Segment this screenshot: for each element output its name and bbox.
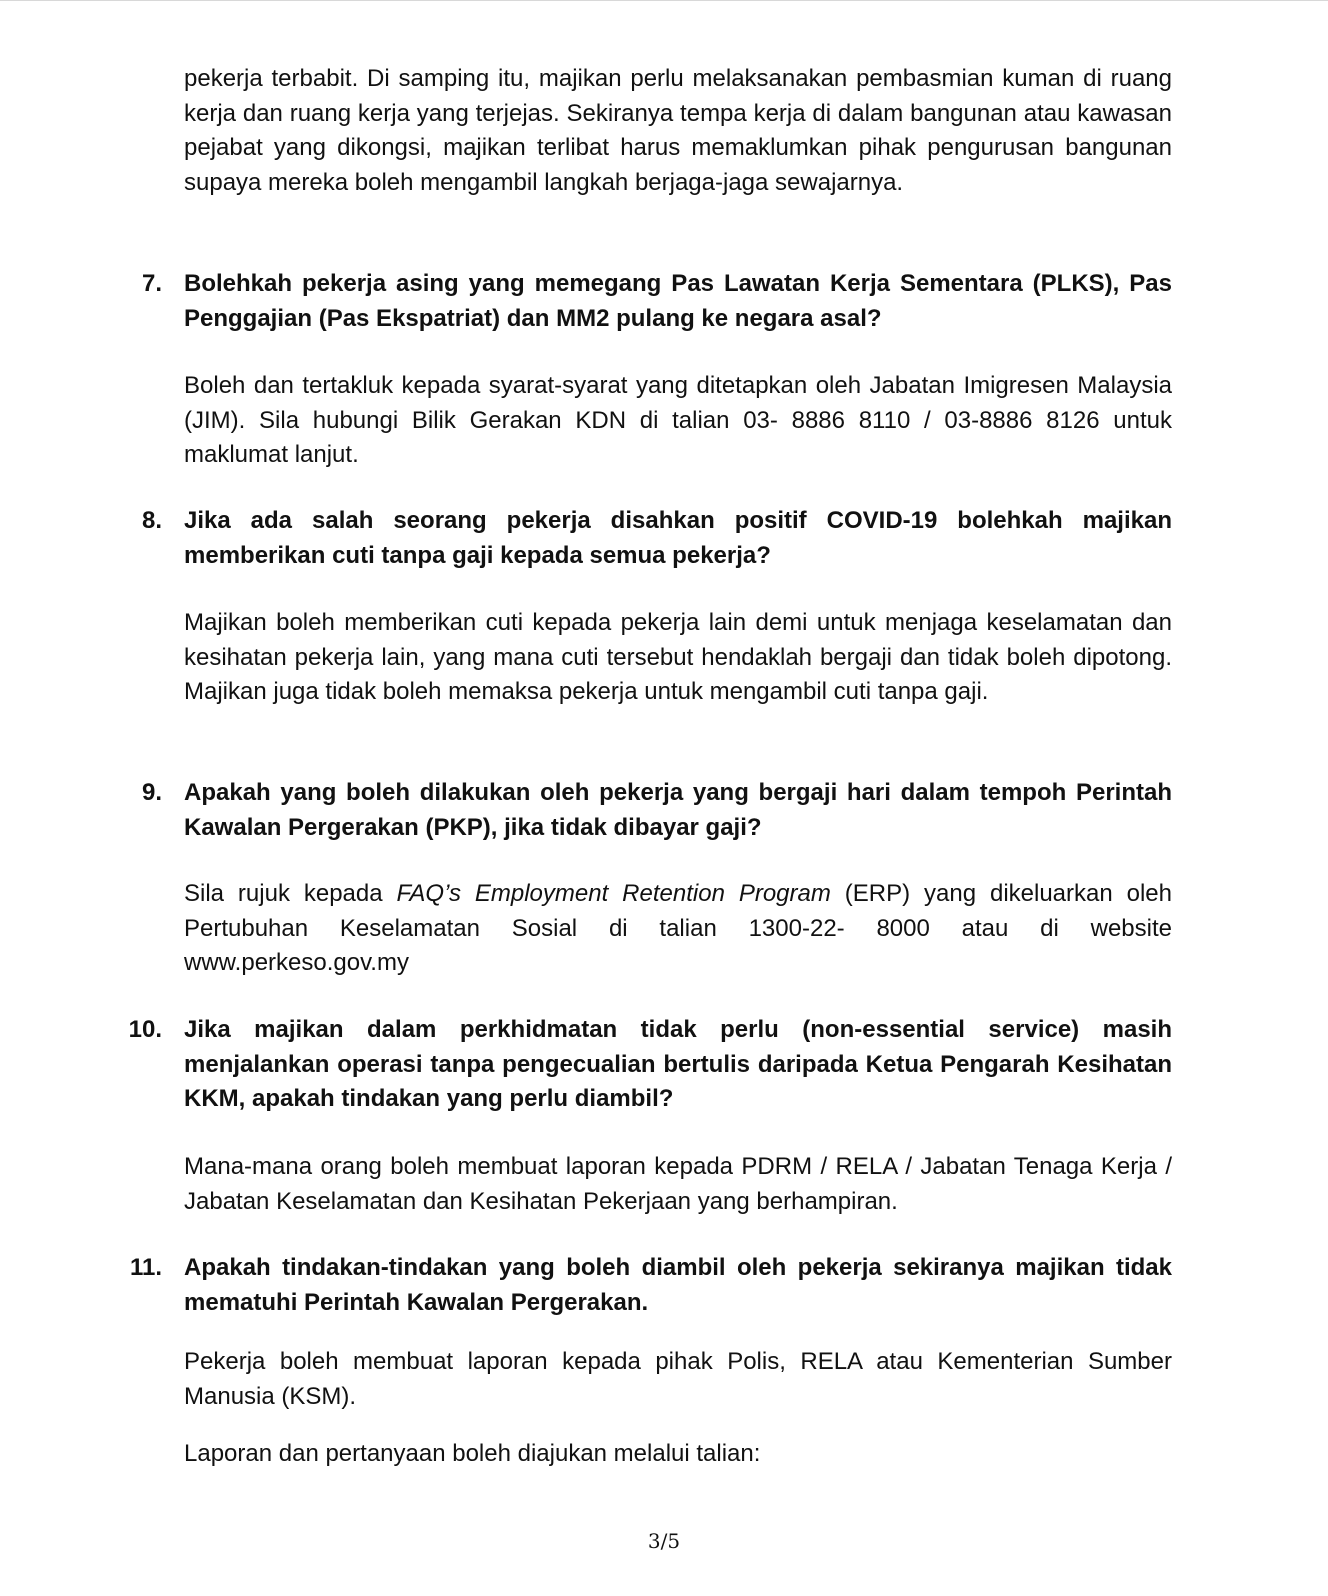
answer-8-text: Majikan boleh memberikan cuti kepada pekerja lain demi untuk menjaga keselamatan dan kesihatan pekerja lain, yang mana cuti tersebut hendaklah bergaji dan tidak boleh dipotong. Majikan juga tidak boleh memaksa pekerja untuk mengambil cuti tanpa gaji. — [184, 609, 1172, 705]
question-7-number: 7. — [141, 270, 162, 297]
question-8-text: Jika ada salah seorang pekerja disahkan positif COVID-19 bolehkah majikan memberikan cuti tanpa gaji kepada semua pekerja? — [184, 507, 1172, 569]
answer-11-hotline-intro: Laporan dan pertanyaan boleh diajukan melalui talian: — [184, 1440, 761, 1467]
question-8-number: 8. — [141, 507, 162, 534]
answer-11-text: Pekerja boleh membuat laporan kepada pihak Polis, RELA atau Kementerian Sumber Manusia (KSM). — [184, 1348, 1172, 1410]
answer-9-program-name: FAQ’s Employment Retention Program — [396, 880, 831, 907]
question-7-text: Bolehkah pekerja asing yang memegang Pas Lawatan Kerja Sementara (PLKS), Pas Penggajian (Pas Ekspatriat) dan MM2 pulang ke negara asal? — [184, 270, 1172, 332]
page-number: 3/5 — [647, 1529, 681, 1553]
answer-10-text: Mana-mana orang boleh membuat laporan kepada PDRM / RELA / Jabatan Tenaga Kerja / Jabatan Keselamatan dan Kesihatan Pekerjaan yang berhampiran. — [184, 1153, 1172, 1215]
answer-7-text: Boleh dan tertakluk kepada syarat-syarat yang ditetapkan oleh Jabatan Imigresen Malaysia (JIM). Sila hubungi Bilik Gerakan KDN di talian 03- 8886 8110 / 03-8886 8126 untuk maklumat lanjut. — [184, 372, 1172, 468]
question-9-number: 9. — [141, 779, 162, 806]
page-top-border — [0, 0, 1328, 1]
answer-9-prefix: Sila rujuk kepada — [184, 880, 397, 907]
question-10-text: Jika majikan dalam perkhidmatan tidak perlu (non-essential service) masih menjalankan operasi tanpa pengecualian bertulis daripada Ketua Pengarah Kesihatan KKM, apakah tindakan yang perlu diambil? — [184, 1016, 1172, 1112]
question-11-number: 11. — [129, 1254, 162, 1281]
question-10-number: 10. — [128, 1016, 162, 1043]
question-9-text: Apakah yang boleh dilakukan oleh pekerja yang bergaji hari dalam tempoh Perintah Kawalan Pergerakan (PKP), jika tidak dibayar gaji? — [184, 779, 1172, 841]
question-11-text: Apakah tindakan-tindakan yang boleh diambil oleh pekerja sekiranya majikan tidak mematuhi Perintah Kawalan Pergerakan. — [184, 1254, 1172, 1316]
intro-paragraph: pekerja terbabit. Di samping itu, majikan perlu melaksanakan pembasmian kuman di ruang kerja dan ruang kerja yang terjejas. Sekiranya tempa kerja di dalam bangunan atau kawasan pejabat yang dikongsi, majikan terlibat harus memaklumkan pihak pengurusan bangunan supaya mereka boleh mengambil langkah berjaga-jaga sewajarnya. — [184, 65, 1172, 196]
answer-9-suffix: (ERP) yang dikeluarkan oleh Pertubuhan Keselamatan Sosial di talian 1300-22- 8000 atau di website www.perkeso.gov.my — [184, 880, 1172, 976]
answer-9-text — [184, 877, 1172, 981]
